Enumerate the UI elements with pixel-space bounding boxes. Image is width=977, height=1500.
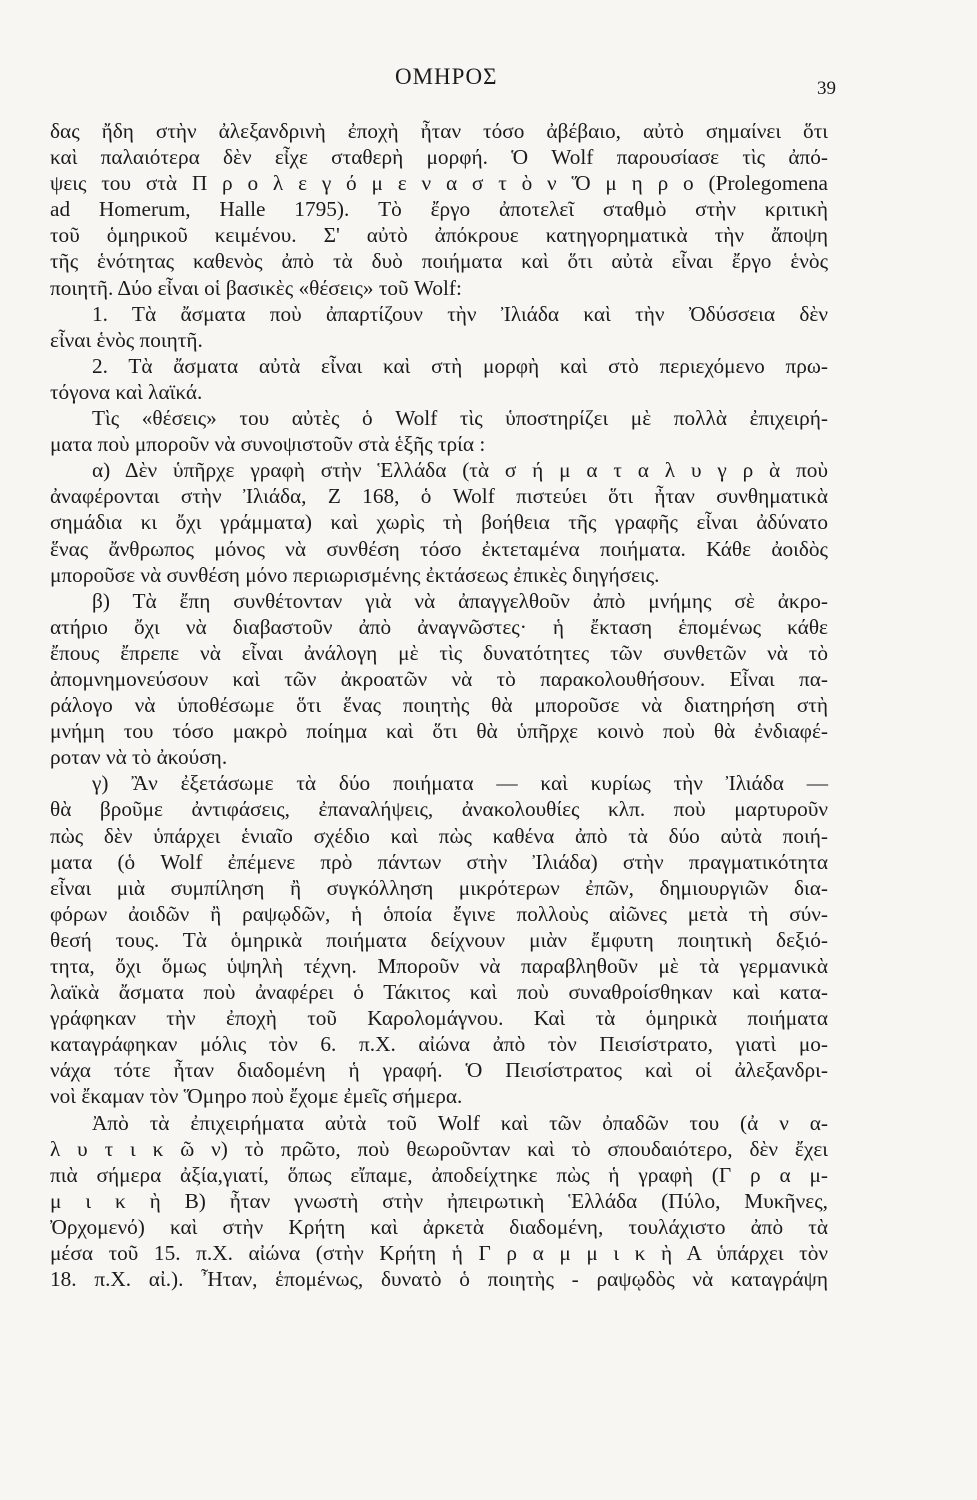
- text-line: ματα ποὺ μποροῦν νὰ συνοψιστοῦν στὰ ἑξῆς τρία :: [50, 432, 486, 457]
- text-line: ἀπομνημονεύσουν καὶ τῶν ἀκροατῶν νὰ τὸ παρακολουθήσουν. Εἶναι πα-: [50, 666, 828, 691]
- text-line: 2. Τὰ ἄσματα αὐτὰ εἶναι καὶ στὴ μορφὴ καὶ στὸ περιεχόμενο πρω-: [92, 353, 828, 378]
- text-line: σημάδια κι ὄχι γράμματα) καὶ χωρὶς τὴ βοήθεια τῆς γραφῆς εἶναι ἀδύνατο: [50, 510, 828, 535]
- text-line: νοὶ ἔκαμαν τὸν Ὅμηρο ποὺ ἔχομε ἐμεῖς σήμερα.: [50, 1084, 463, 1109]
- text-line: Ἀπὸ τὰ ἐπιχειρήματα αὐτὰ τοῦ Wolf καὶ τῶν ὀπαδῶν του (ἀ ν α-: [92, 1110, 828, 1135]
- text-line: ἕνας ἄνθρωπος μόνος νὰ συνθέση τόσο ἐκτεταμένα ποιήματα. Κάθε ἀοιδὸς: [50, 536, 828, 561]
- text-line: φόρων ἀοιδῶν ἢ ραψῳδῶν, ἡ ὁποία ἔγινε πολλοὺς αἰῶνες μετὰ τὴ σύν-: [50, 901, 828, 926]
- text-line: λαϊκὰ ἄσματα ποὺ ἀναφέρει ὁ Τάκιτος καὶ ποὺ συναθροίσθηκαν καὶ κατα-: [50, 980, 828, 1005]
- text-line: τῆς ἑνότητας καθενὸς ἀπὸ τὰ δυὸ ποιήματα καὶ ὅτι αὐτὰ εἶναι ἔργο ἑνὸς: [50, 249, 828, 274]
- text-line: λ υ τ ι κ ῶ ν) τὸ πρῶτο, ποὺ θεωροῦνταν καὶ τὸ σπουδαιότερο, δὲν ἔχει: [50, 1136, 828, 1161]
- text-line: ατήριο ὄχι νὰ διαβαστοῦν ἀπὸ ἀναγνῶστες· ἡ ἔκταση ἑπομένως κάθε: [50, 614, 828, 639]
- text-line: δας ἤδη στὴν ἀλεξανδρινὴ ἐποχὴ ἦταν τόσο ἀβέβαιο, αὐτὸ σημαίνει ὅτι: [50, 119, 828, 143]
- page-header: [0, 64, 977, 104]
- text-line: 18. π.Χ. αἰ.). Ἦταν, ἑπομένως, δυνατὸ ὁ ποιητὴς - ραψῳδὸς νὰ καταγράψη: [50, 1267, 828, 1292]
- text-line: μποροῦσε νὰ συνθέση μόνο περιωρισμένης ἐκτάσεως ἐπικὲς διηγήσεις.: [50, 562, 660, 587]
- text-line: θὰ βροῦμε ἀντιφάσεις, ἐπαναλήψεις, ἀνακολουθίες κλπ. ποὺ μαρτυροῦν: [50, 797, 828, 822]
- text-line: εἶναι μιὰ συμπίληση ἢ συγκόλληση μικρότερων ἐπῶν, δημιουργιῶν δια-: [50, 875, 828, 900]
- text-line: Τὶς «θέσεις» του αὐτὲς ὁ Wolf τὶς ὑποστηρίζει μὲ πολλὰ ἐπιχειρή-: [92, 406, 828, 431]
- text-line: πιὰ σήμερα ἀξία,γιατί, ὅπως εἴπαμε, ἀποδείχτηκε πὼς ἡ γραφὴ (Γ ρ α μ-: [50, 1162, 828, 1187]
- running-title: ΟΜΗΡΟΣ: [395, 64, 498, 89]
- text-line: ψεις του στὰ Π ρ ο λ ε γ ό μ ε ν α σ τ ὸ ν Ὅ μ η ρ ο (Prolegomena: [50, 171, 828, 196]
- text-line: ἀναφέρονται στὴν Ἰλιάδα, Ζ 168, ὁ Wolf πιστεύει ὅτι ἦταν συνθηματικὰ: [50, 484, 828, 509]
- text-line: ροταν νὰ τὸ ἀκούση.: [50, 745, 228, 770]
- text-line: β) Τὰ ἔπη συνθέτονταν γιὰ νὰ ἀπαγγελθοῦν ἀπὸ μνήμης σὲ ἀκρο-: [92, 588, 828, 613]
- body-text: [50, 118, 828, 1292]
- text-line: τόγονα καὶ λαϊκά.: [50, 379, 203, 404]
- text-line: ad Homerum, Halle 1795). Τὸ ἔργο ἀποτελεῖ σταθμὸ στὴν κριτικὴ: [50, 197, 828, 222]
- page-number: 39: [817, 78, 836, 99]
- text-line: γ) Ἂν ἐξετάσωμε τὰ δύο ποιήματα — καὶ κυρίως τὴν Ἰλιάδα —: [92, 771, 828, 796]
- text-line: εἶναι ἑνὸς ποιητῆ.: [50, 327, 203, 352]
- text-line: ράλογο νὰ ὑποθέσωμε ὅτι ἕνας ποιητὴς θὰ μποροῦσε νὰ διατηρήση στὴ: [50, 693, 828, 718]
- text-line: γράφηκαν τὴν ἐποχὴ τοῦ Καρολομάγνου. Καὶ τὰ ὁμηρικὰ ποιήματα: [50, 1006, 828, 1031]
- text-line: μ ι κ ὴ Β) ἦταν γνωστὴ στὴν ἠπειρωτικὴ Ἑλλάδα (Πύλο, Μυκῆνες,: [50, 1188, 828, 1213]
- text-line: ἔπους ἔπρεπε νὰ εἶναι ἀνάλογη μὲ τὶς δυνατότητες τῶν συνθετῶν νὰ τὸ: [50, 640, 828, 665]
- text-line: μνήμη του τόσο μακρὸ ποίημα καὶ ὅτι θὰ ὑπῆρχε κοινὸ ποὺ θὰ ἐνδιαφέ-: [50, 719, 828, 744]
- text-line: πὼς δὲν ὑπάρχει ἑνιαῖο σχέδιο καὶ πὼς καθένα ἀπὸ τὰ δύο αὐτὰ ποιή-: [50, 823, 828, 848]
- text-line: 1. Τὰ ἄσματα ποὺ ἀπαρτίζουν τὴν Ἰλιάδα καὶ τὴν Ὀδύσσεια δὲν: [92, 301, 828, 326]
- text-line: νάχα τότε ἦταν διαδομένη ἡ γραφή. Ὁ Πεισίστρατος καὶ οἱ ἀλεξανδρι-: [50, 1058, 828, 1083]
- text-line: ματα (ὁ Wolf ἐπέμενε πρὸ πάντων στὴν Ἰλιάδα) στὴν πραγματικότητα: [50, 849, 828, 874]
- text-line: καὶ παλαιότερα δὲν εἶχε σταθερὴ μορφή. Ὁ Wolf παρουσίασε τὶς ἀπό-: [50, 145, 828, 170]
- text-line: τοῦ ὁμηρικοῦ κειμένου. Σ' αὐτὸ ἀπόκρουε κατηγορηματικὰ τὴν ἄποψη: [50, 223, 828, 248]
- text-line: α) Δὲν ὑπῆρχε γραφὴ στὴν Ἑλλάδα (τὰ σ ή μ α τ α λ υ γ ρ ὰ ποὺ: [92, 458, 828, 483]
- text-line: καταγράφηκαν μόλις τὸν 6. π.Χ. αἰώνα ἀπὸ τὸν Πεισίστρατο, γιατὶ μο-: [50, 1032, 828, 1057]
- text-line: ποιητῆ. Δύο εἶναι οἱ βασικὲς «θέσεις» τοῦ Wolf:: [50, 275, 462, 300]
- text-line: θεσή τους. Τὰ ὁμηρικὰ ποιήματα δείχνουν μιὰν ἔμφυτη ποιητικὴ δεξιό-: [50, 927, 828, 952]
- text-line: Ὀρχομενό) καὶ στὴν Κρήτη καὶ ἀρκετὰ διαδομένη, τουλάχιστο ἀπὸ τὰ: [50, 1214, 828, 1239]
- text-line: μέσα τοῦ 15. π.Χ. αἰώνα (στὴν Κρήτη ἡ Γ ρ α μ μ ι κ ὴ Α ὑπάρχει τὸν: [50, 1241, 828, 1266]
- text-line: τητα, ὄχι ὅμως ὑψηλὴ τέχνη. Μποροῦν νὰ παραβληθοῦν μὲ τὰ γερμανικὰ: [50, 954, 828, 978]
